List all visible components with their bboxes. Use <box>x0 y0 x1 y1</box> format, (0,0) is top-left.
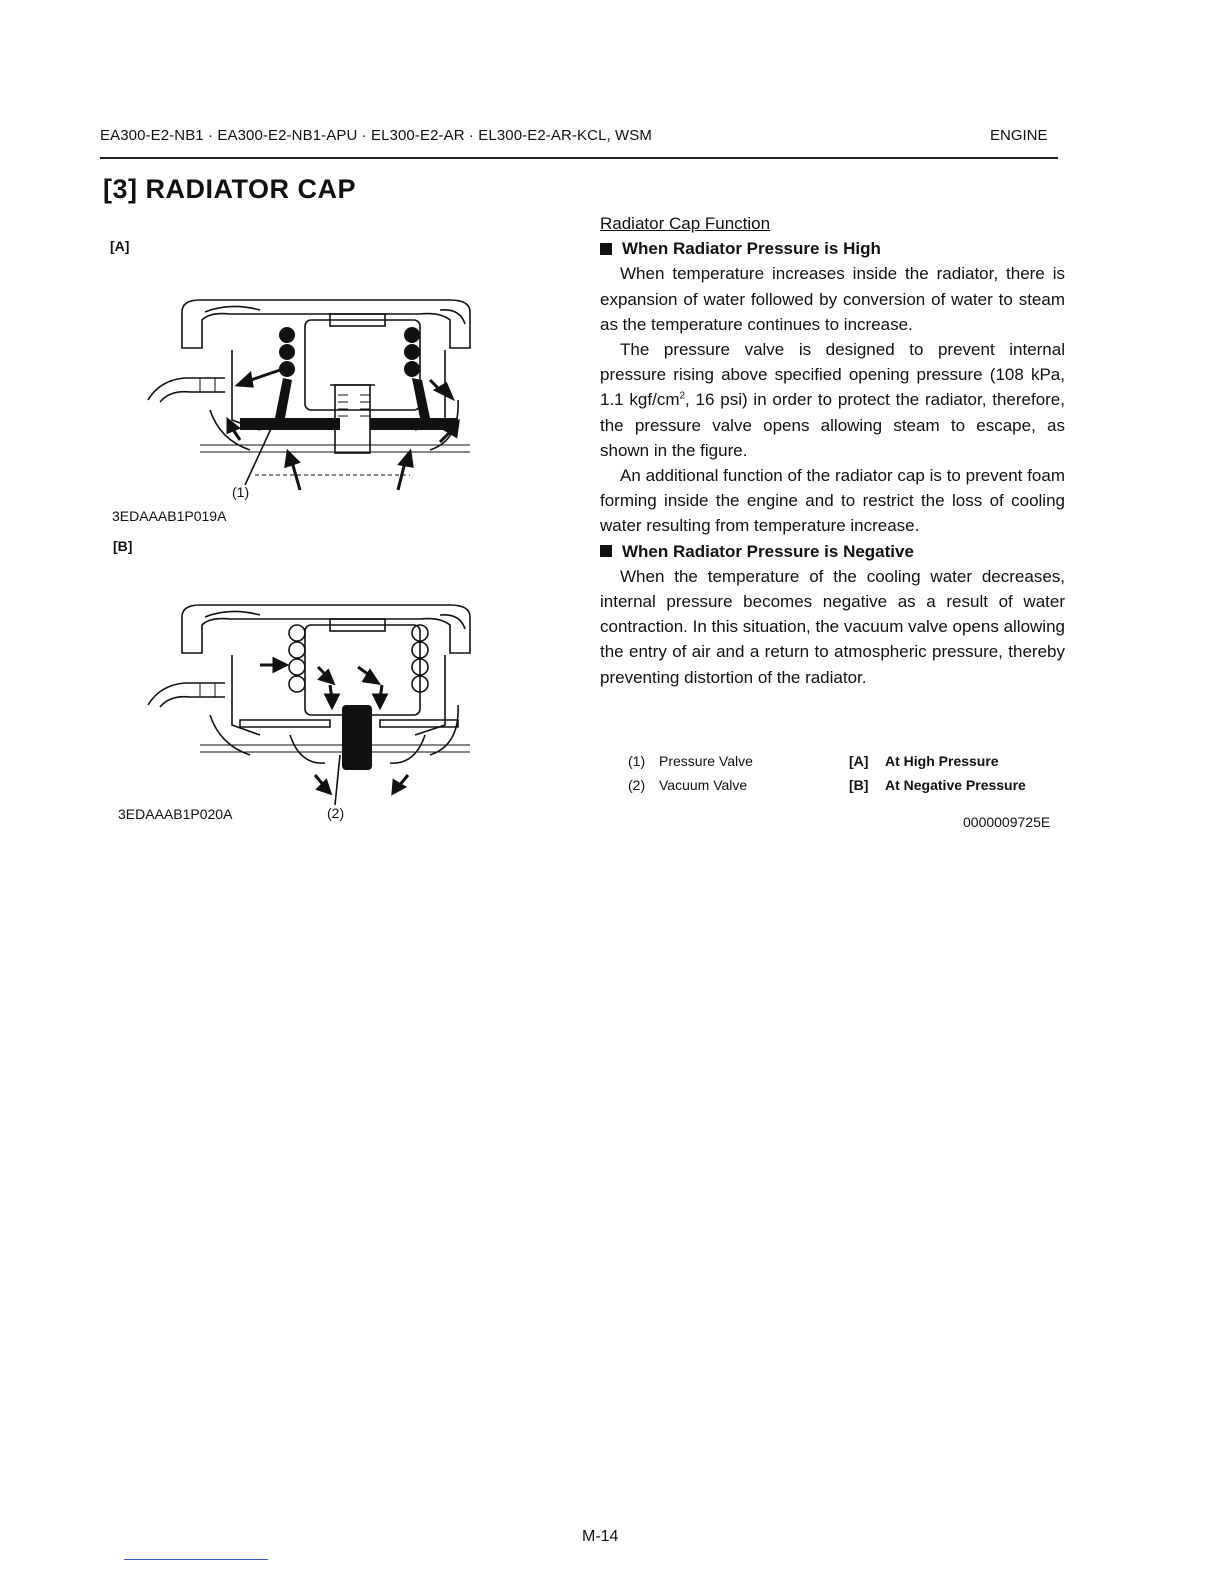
legend-fig-a-key: [A] <box>849 753 869 769</box>
high-pressure-para-2 <box>600 337 1065 463</box>
high-pressure-para-3: An additional function of the radiator cap is to prevent foam forming inside the engine and to restrict the loss of cooling water resulting from temperature increase. <box>600 466 1065 536</box>
legend-item-1-num: (1) <box>628 753 646 769</box>
bullet-square-icon <box>600 243 612 255</box>
figure-b-label: [B] <box>113 538 133 554</box>
legend-item-1-text: Pressure Valve <box>659 753 753 769</box>
radiator-cap-function-text <box>600 211 1065 690</box>
header-divider <box>100 157 1058 159</box>
callout-1: (1) <box>232 484 250 500</box>
callout-2: (2) <box>327 805 345 821</box>
figure-b-code: 3EDAAAB1P020A <box>118 806 233 822</box>
negative-pressure-para-1: When the temperature of the cooling water decreases, internal pressure becomes negative as a result of water contraction. In this situation, the vacuum valve opens allowing the entry of air and a return to atmospheric pressure, thereby preventing distortion of the radiator. <box>600 566 1065 687</box>
high-pressure-para-1: When temperature increases inside the radiator, there is expansion of water followed by conversion of water to steam as the temperature continues to increase. <box>600 264 1065 334</box>
document-code: 0000009725E <box>963 814 1051 830</box>
legend-item-2-num: (2) <box>628 777 646 793</box>
para2-after: , 16 psi) in order to protect the radiator, therefore, the pressure valve opens allowing steam to escape, as shown in the figure. <box>600 390 1065 460</box>
subheading: Radiator Cap Function <box>600 214 771 233</box>
high-pressure-heading-text: When Radiator Pressure is High <box>622 239 881 259</box>
negative-pressure-heading <box>600 539 1065 564</box>
radiator-cap-negative-pressure-diagram <box>140 595 510 805</box>
para2-before: The pressure valve is designed to prevent internal pressure rising above specified opening pressure (108 kPa, 1.1 kgf/cm <box>600 340 1065 410</box>
high-pressure-heading <box>600 236 1065 261</box>
page-title: [3] RADIATOR CAP <box>103 174 357 204</box>
legend-fig-b-key: [B] <box>849 777 869 793</box>
header-section: ENGINE <box>990 127 1048 144</box>
bullet-square-icon <box>600 545 612 557</box>
figure-a-code: 3EDAAAB1P019A <box>112 508 227 524</box>
para2-superscript: 2 <box>679 390 686 402</box>
header-models: EA300-E2-NB1 · EA300-E2-NB1-APU · EL300-E2-AR · EL300-E2-AR-KCL, WSM <box>100 127 652 144</box>
legend-fig-b-text: At Negative Pressure <box>885 777 1026 793</box>
negative-pressure-heading-text: When Radiator Pressure is Negative <box>622 541 914 561</box>
radiator-cap-high-pressure-diagram <box>140 290 510 500</box>
page-number: M-14 <box>582 1528 619 1545</box>
bottom-link-underline <box>124 1559 268 1560</box>
legend-fig-a-text: At High Pressure <box>885 753 999 769</box>
legend-item-2-text: Vacuum Valve <box>659 777 748 793</box>
figure-a-label: [A] <box>110 238 130 254</box>
